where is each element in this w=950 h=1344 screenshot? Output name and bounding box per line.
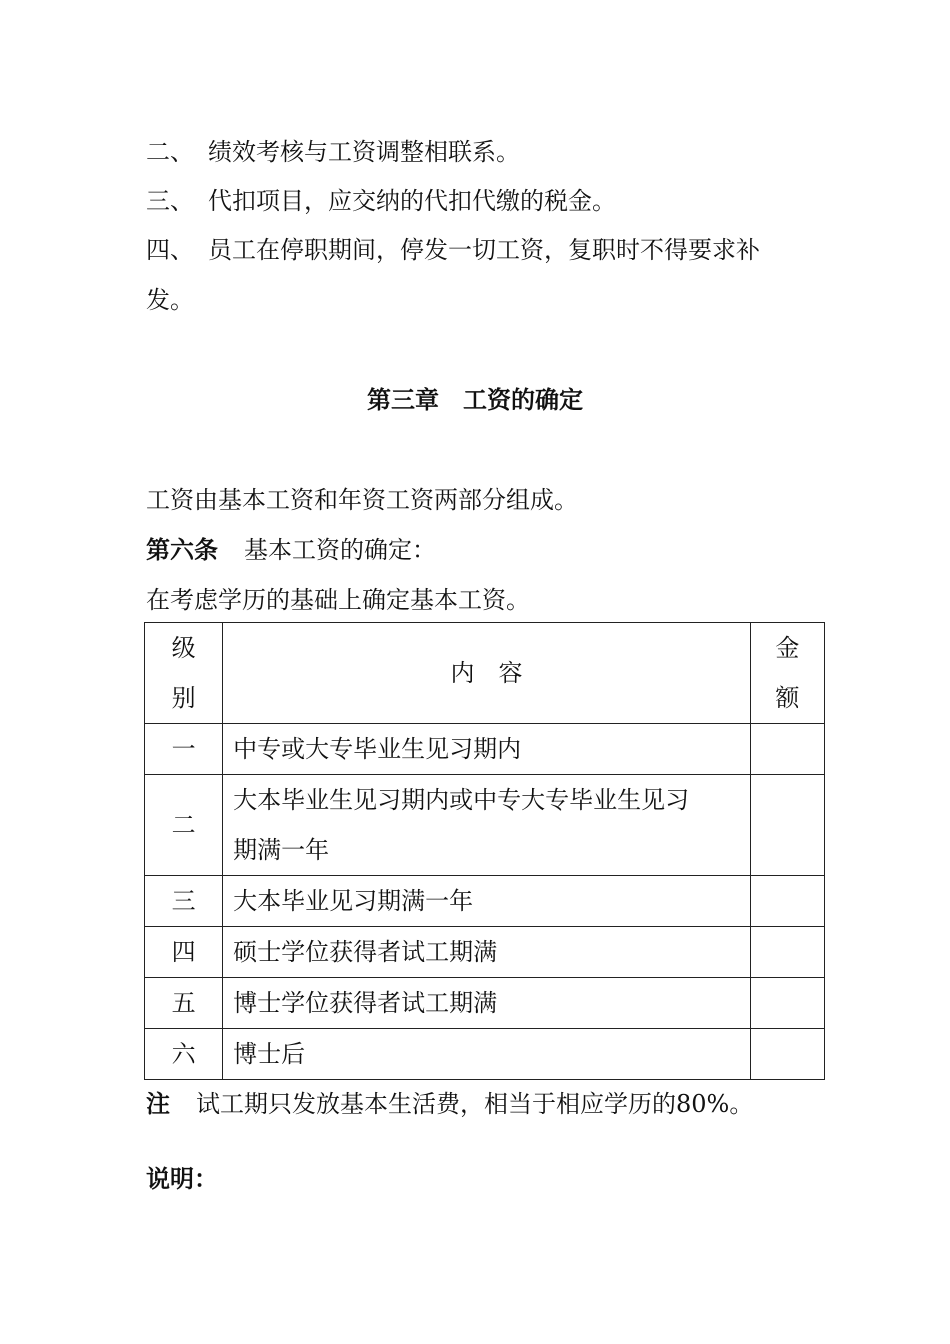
list-item-number: 四、 <box>146 236 194 264</box>
table-row <box>145 775 825 876</box>
note-label: 注 <box>146 1090 170 1118</box>
list-item-number: 三、 <box>146 187 194 215</box>
table-row <box>145 724 825 775</box>
content-cell: 大本毕业见习期满一年 <box>223 876 751 927</box>
explanation-heading: 说明： <box>146 1165 218 1193</box>
content-cell: 硕士学位获得者试工期满 <box>223 927 751 978</box>
grade-cell: 三 <box>145 876 223 927</box>
content-cell: 中专或大专毕业生见习期内 <box>223 724 751 775</box>
grade-cell: 六 <box>145 1029 223 1080</box>
chapter-title: 工资的确定 <box>463 386 583 414</box>
chapter-heading <box>0 384 950 416</box>
amount-cell <box>750 978 824 1029</box>
amount-cell <box>750 724 824 775</box>
salary-grade-table <box>144 622 825 1080</box>
article-label: 第六条 <box>146 536 218 564</box>
note-text: 试工期只发放基本生活费，相当于相应学历的80%。 <box>196 1090 754 1118</box>
amount-cell <box>750 876 824 927</box>
note <box>146 1089 753 1119</box>
content-cell: 博士学位获得者试工期满 <box>223 978 751 1029</box>
list-item-text: 代扣项目，应交纳的代扣代缴的税金。 <box>208 187 616 215</box>
list-item-number: 二、 <box>146 138 194 166</box>
amount-cell <box>750 775 824 876</box>
list-item-4-continuation: 发。 <box>146 286 194 314</box>
intro-paragraph: 工资由基本工资和年资工资两部分组成。 <box>146 486 578 514</box>
grade-cell: 二 <box>145 775 223 876</box>
list-item-2 <box>146 137 520 167</box>
chapter-number: 第三章 <box>367 386 439 414</box>
grade-cell: 一 <box>145 724 223 775</box>
amount-cell <box>750 927 824 978</box>
content-cell: 大本毕业生见习期内或中专大专毕业生见习 期满一年 <box>223 775 751 876</box>
grade-cell: 五 <box>145 978 223 1029</box>
header-grade: 级 别 <box>145 623 223 724</box>
header-amount: 金 额 <box>750 623 824 724</box>
table-row <box>145 978 825 1029</box>
table-header-row <box>145 623 825 724</box>
table-row <box>145 927 825 978</box>
content-cell: 博士后 <box>223 1029 751 1080</box>
list-item-text: 员工在停职期间，停发一切工资，复职时不得要求补 <box>208 236 760 264</box>
table-row <box>145 1029 825 1080</box>
amount-cell <box>750 1029 824 1080</box>
article-title: 基本工资的确定： <box>244 536 436 564</box>
header-content: 内 容 <box>223 623 751 724</box>
table-row <box>145 876 825 927</box>
list-item-4 <box>146 235 760 265</box>
basis-paragraph: 在考虑学历的基础上确定基本工资。 <box>146 586 530 614</box>
grade-cell: 四 <box>145 927 223 978</box>
list-item-text: 绩效考核与工资调整相联系。 <box>208 138 520 166</box>
article-heading <box>146 535 436 565</box>
list-item-3 <box>146 186 616 216</box>
